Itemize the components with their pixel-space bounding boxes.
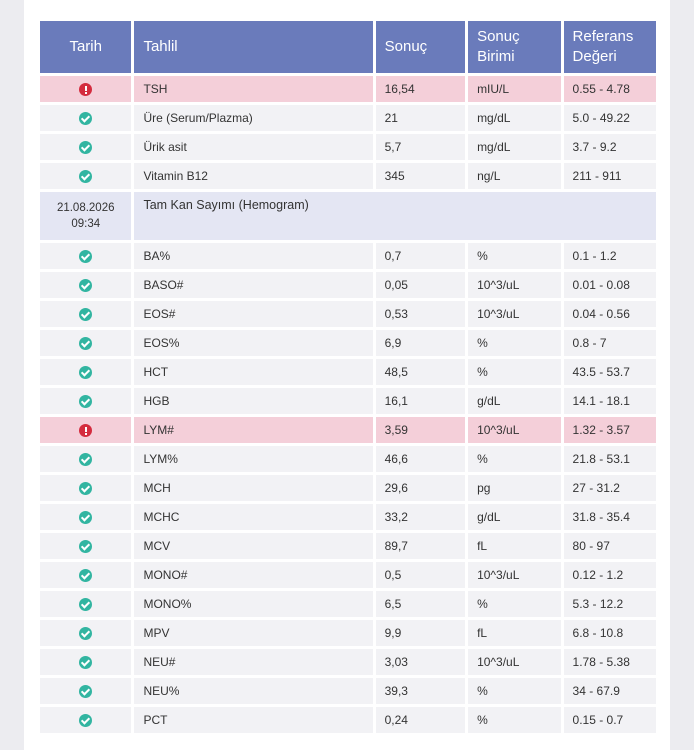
test-name: MONO# (134, 562, 372, 588)
table-header-row (40, 21, 656, 73)
result-value: 0,5 (376, 562, 465, 588)
check-icon (79, 656, 92, 669)
result-unit: % (468, 591, 560, 617)
test-name: NEU% (134, 678, 372, 704)
table-row[interactable] (40, 359, 656, 385)
result-value: 46,6 (376, 446, 465, 472)
result-value: 3,03 (376, 649, 465, 675)
header-date[interactable]: Tarih (40, 21, 131, 73)
reference-range: 80 - 97 (564, 533, 656, 559)
result-value: 9,9 (376, 620, 465, 646)
table-row[interactable] (40, 301, 656, 327)
result-unit: mg/dL (468, 134, 560, 160)
status-cell (40, 76, 131, 102)
test-name: MCH (134, 475, 372, 501)
result-unit: % (468, 359, 560, 385)
status-cell (40, 707, 131, 733)
check-icon (79, 511, 92, 524)
table-row[interactable] (40, 649, 656, 675)
result-unit: mIU/L (468, 76, 560, 102)
table-row[interactable] (40, 707, 656, 733)
reference-range: 31.8 - 35.4 (564, 504, 656, 530)
status-cell (40, 243, 131, 269)
reference-range: 0.15 - 0.7 (564, 707, 656, 733)
result-value: 5,7 (376, 134, 465, 160)
reference-range: 0.01 - 0.08 (564, 272, 656, 298)
check-icon (79, 482, 92, 495)
table-row[interactable] (40, 134, 656, 160)
result-unit: 10^3/uL (468, 562, 560, 588)
test-name: LYM% (134, 446, 372, 472)
result-unit: % (468, 678, 560, 704)
reference-range: 6.8 - 10.8 (564, 620, 656, 646)
check-icon (79, 250, 92, 263)
status-cell (40, 591, 131, 617)
group-title: Tam Kan Sayımı (Hemogram) (134, 192, 656, 240)
table-row[interactable] (40, 446, 656, 472)
table-row[interactable] (40, 76, 656, 102)
reference-range: 0.04 - 0.56 (564, 301, 656, 327)
check-icon (79, 279, 92, 292)
reference-range: 0.12 - 1.2 (564, 562, 656, 588)
result-unit: % (468, 243, 560, 269)
test-name: Vitamin B12 (134, 163, 372, 189)
result-value: 39,3 (376, 678, 465, 704)
test-name: BA% (134, 243, 372, 269)
table-row[interactable] (40, 243, 656, 269)
result-value: 89,7 (376, 533, 465, 559)
reference-range: 14.1 - 18.1 (564, 388, 656, 414)
results-page (24, 0, 670, 750)
test-name: HGB (134, 388, 372, 414)
test-name: Üre (Serum/Plazma) (134, 105, 372, 131)
table-row[interactable] (40, 678, 656, 704)
test-name: NEU# (134, 649, 372, 675)
header-reference[interactable]: Referans Değeri (564, 21, 656, 73)
result-unit: pg (468, 475, 560, 501)
check-icon (79, 395, 92, 408)
table-row[interactable] (40, 417, 656, 443)
test-name: MPV (134, 620, 372, 646)
status-cell (40, 301, 131, 327)
test-name: EOS% (134, 330, 372, 356)
table-row[interactable] (40, 272, 656, 298)
status-cell (40, 105, 131, 131)
table-row[interactable] (40, 533, 656, 559)
result-value: 345 (376, 163, 465, 189)
lab-results-table (37, 18, 659, 736)
result-unit: g/dL (468, 504, 560, 530)
exclamation-icon (79, 83, 92, 96)
reference-range: 21.8 - 53.1 (564, 446, 656, 472)
status-cell (40, 272, 131, 298)
check-icon (79, 540, 92, 553)
status-cell (40, 678, 131, 704)
table-row[interactable] (40, 591, 656, 617)
result-unit: % (468, 446, 560, 472)
test-name: MCHC (134, 504, 372, 530)
reference-range: 0.8 - 7 (564, 330, 656, 356)
result-unit: fL (468, 620, 560, 646)
reference-range: 27 - 31.2 (564, 475, 656, 501)
table-row[interactable] (40, 105, 656, 131)
check-icon (79, 308, 92, 321)
table-row[interactable] (40, 330, 656, 356)
result-unit: fL (468, 533, 560, 559)
status-cell (40, 649, 131, 675)
result-value: 16,54 (376, 76, 465, 102)
test-name: MONO% (134, 591, 372, 617)
status-cell (40, 134, 131, 160)
table-row[interactable] (40, 475, 656, 501)
reference-range: 5.0 - 49.22 (564, 105, 656, 131)
status-cell (40, 533, 131, 559)
test-name: TSH (134, 76, 372, 102)
reference-range: 34 - 67.9 (564, 678, 656, 704)
result-value: 33,2 (376, 504, 465, 530)
result-value: 3,59 (376, 417, 465, 443)
reference-range: 0.55 - 4.78 (564, 76, 656, 102)
result-value: 0,53 (376, 301, 465, 327)
check-icon (79, 598, 92, 611)
group-date: 21.08.2026 (56, 202, 115, 214)
result-value: 0,7 (376, 243, 465, 269)
test-name: BASO# (134, 272, 372, 298)
test-name: Ürik asit (134, 134, 372, 160)
status-cell (40, 163, 131, 189)
table-row[interactable] (40, 620, 656, 646)
reference-range: 43.5 - 53.7 (564, 359, 656, 385)
result-value: 16,1 (376, 388, 465, 414)
status-cell (40, 330, 131, 356)
result-value: 0,24 (376, 707, 465, 733)
result-value: 6,5 (376, 591, 465, 617)
check-icon (79, 170, 92, 183)
check-icon (79, 714, 92, 727)
result-unit: % (468, 707, 560, 733)
check-icon (79, 366, 92, 379)
check-icon (79, 141, 92, 154)
reference-range: 5.3 - 12.2 (564, 591, 656, 617)
result-value: 6,9 (376, 330, 465, 356)
exclamation-icon (79, 424, 92, 437)
status-cell (40, 359, 131, 385)
test-name: LYM# (134, 417, 372, 443)
test-name: PCT (134, 707, 372, 733)
status-cell (40, 620, 131, 646)
status-cell (40, 388, 131, 414)
status-cell (40, 562, 131, 588)
status-cell (40, 504, 131, 530)
test-name: HCT (134, 359, 372, 385)
result-unit: mg/dL (468, 105, 560, 131)
result-unit: g/dL (468, 388, 560, 414)
test-name: MCV (134, 533, 372, 559)
result-value: 48,5 (376, 359, 465, 385)
table-row[interactable] (40, 562, 656, 588)
table-row[interactable] (40, 163, 656, 189)
check-icon (79, 453, 92, 466)
result-value: 0,05 (376, 272, 465, 298)
check-icon (79, 685, 92, 698)
result-value: 29,6 (376, 475, 465, 501)
reference-range: 1.32 - 3.57 (564, 417, 656, 443)
result-unit: % (468, 330, 560, 356)
group-row-hemogram[interactable] (40, 192, 656, 240)
header-result[interactable]: Sonuç (376, 21, 465, 73)
header-test[interactable]: Tahlil (134, 21, 372, 73)
status-cell (40, 475, 131, 501)
group-time: 09:34 (71, 218, 101, 230)
result-unit: 10^3/uL (468, 417, 560, 443)
check-icon (79, 112, 92, 125)
result-unit: 10^3/uL (468, 649, 560, 675)
table-row[interactable] (40, 388, 656, 414)
header-unit[interactable]: Sonuç Birimi (468, 21, 560, 73)
result-unit: 10^3/uL (468, 272, 560, 298)
table-row[interactable] (40, 504, 656, 530)
check-icon (79, 569, 92, 582)
reference-range: 211 - 911 (564, 163, 656, 189)
status-cell (40, 446, 131, 472)
reference-range: 3.7 - 9.2 (564, 134, 656, 160)
reference-range: 0.1 - 1.2 (564, 243, 656, 269)
reference-range: 1.78 - 5.38 (564, 649, 656, 675)
status-cell (40, 417, 131, 443)
test-name: EOS# (134, 301, 372, 327)
check-icon (79, 337, 92, 350)
group-date-cell (40, 192, 131, 240)
result-unit: ng/L (468, 163, 560, 189)
result-value: 21 (376, 105, 465, 131)
result-unit: 10^3/uL (468, 301, 560, 327)
check-icon (79, 627, 92, 640)
